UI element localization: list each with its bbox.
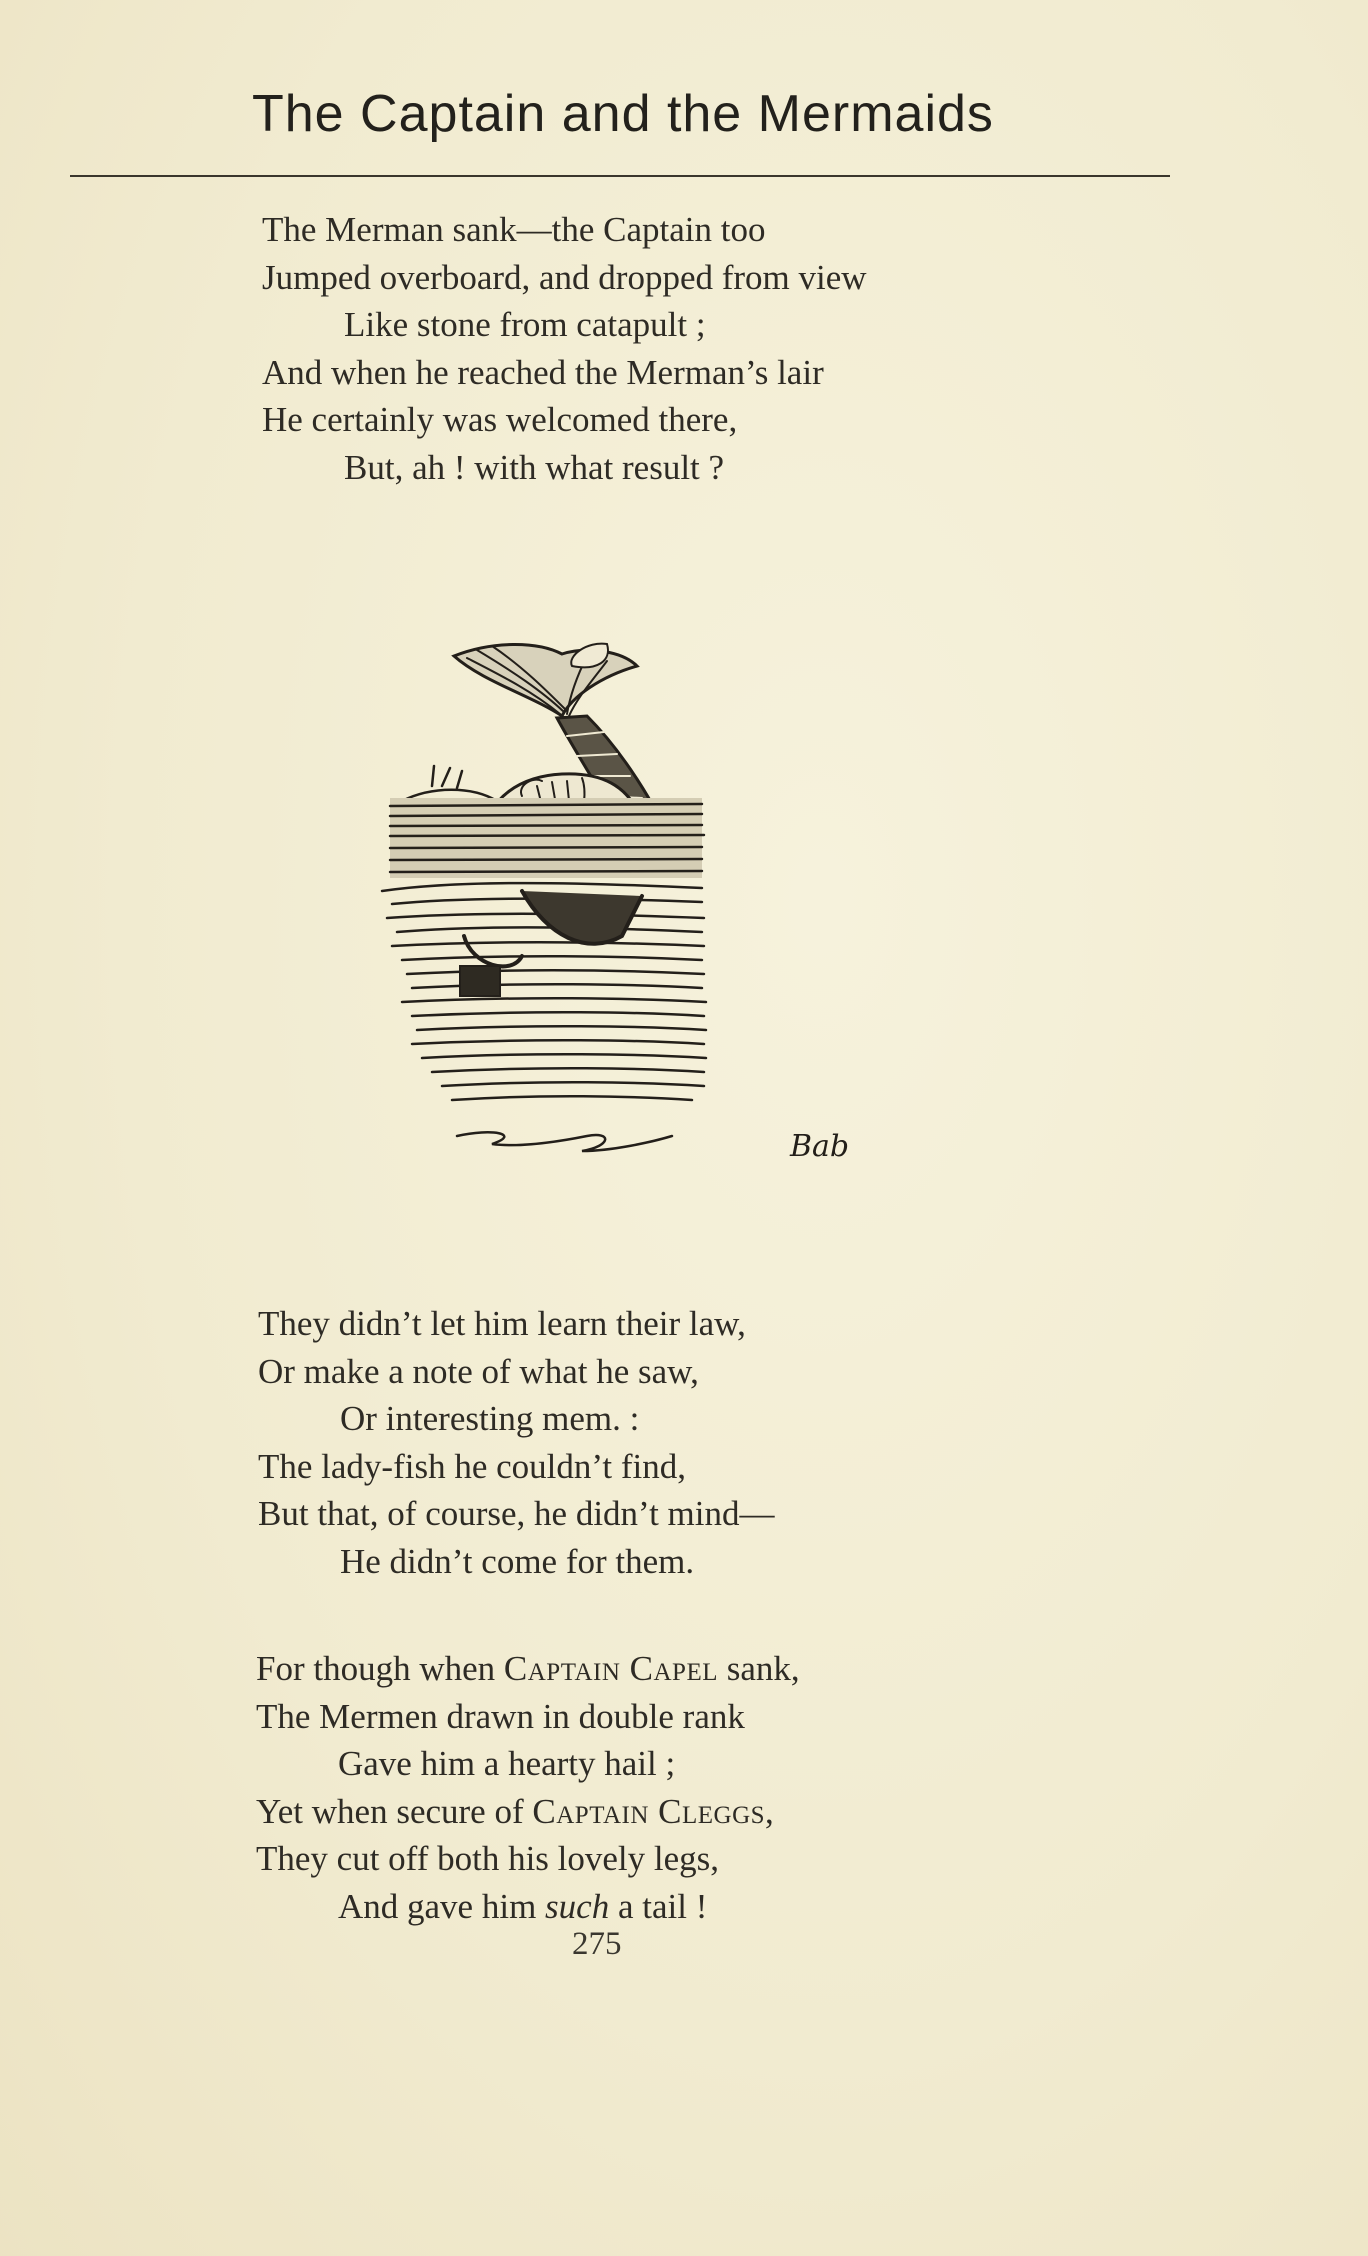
- verse-line: But that, of course, he didn’t mind—: [258, 1494, 775, 1533]
- stanza-1: [262, 206, 867, 491]
- verse-text: And gave him: [338, 1886, 546, 1926]
- stanza-3: [256, 1645, 800, 1930]
- verse-line: The lady-fish he couldn’t find,: [258, 1446, 686, 1486]
- verse-text: Yet when secure of: [256, 1791, 533, 1831]
- verse-text: For though when: [256, 1649, 504, 1688]
- verse-line: He certainly was welcomed there,: [262, 400, 738, 439]
- header-rule: [70, 175, 1170, 177]
- character-name: Captain Cleggs: [532, 1791, 766, 1831]
- verse-line: Gave him a hearty hail ;: [338, 1744, 676, 1783]
- verse-line: [256, 1788, 800, 1836]
- emphasis-word: such: [545, 1886, 610, 1926]
- verse-line: The Mermen drawn in double rank: [256, 1696, 745, 1736]
- verse-line: The Merman sank—the Captain too: [262, 210, 766, 249]
- page-number: 275: [572, 1926, 622, 1962]
- illustration-signature: Bab: [790, 1129, 850, 1164]
- verse-line: Jumped overboard, and dropped from view: [262, 257, 867, 297]
- verse-line: [256, 1883, 800, 1931]
- verse-line: Like stone from catapult ;: [344, 305, 706, 344]
- verse-text: a tail !: [609, 1886, 708, 1926]
- merman-diving-illustration: [372, 636, 852, 1186]
- verse-line: And when he reached the Merman’s lair: [262, 352, 824, 392]
- running-head-title: The Captain and the Mermaids: [252, 85, 994, 143]
- verse-text: ,: [765, 1791, 774, 1831]
- verse-line: But, ah ! with what result ?: [344, 447, 725, 487]
- verse-line: They cut off both his lovely legs,: [256, 1839, 720, 1878]
- character-name: Captain Capel: [503, 1649, 719, 1688]
- verse-line: He didn’t come for them.: [340, 1541, 695, 1581]
- verse-line: Or interesting mem. :: [340, 1399, 640, 1438]
- verse-line: Or make a note of what he saw,: [258, 1351, 699, 1391]
- verse-line: They didn’t let him learn their law,: [258, 1304, 746, 1343]
- verse-line: [256, 1645, 800, 1693]
- stanza-2: [258, 1300, 775, 1585]
- verse-text: sank,: [718, 1649, 800, 1688]
